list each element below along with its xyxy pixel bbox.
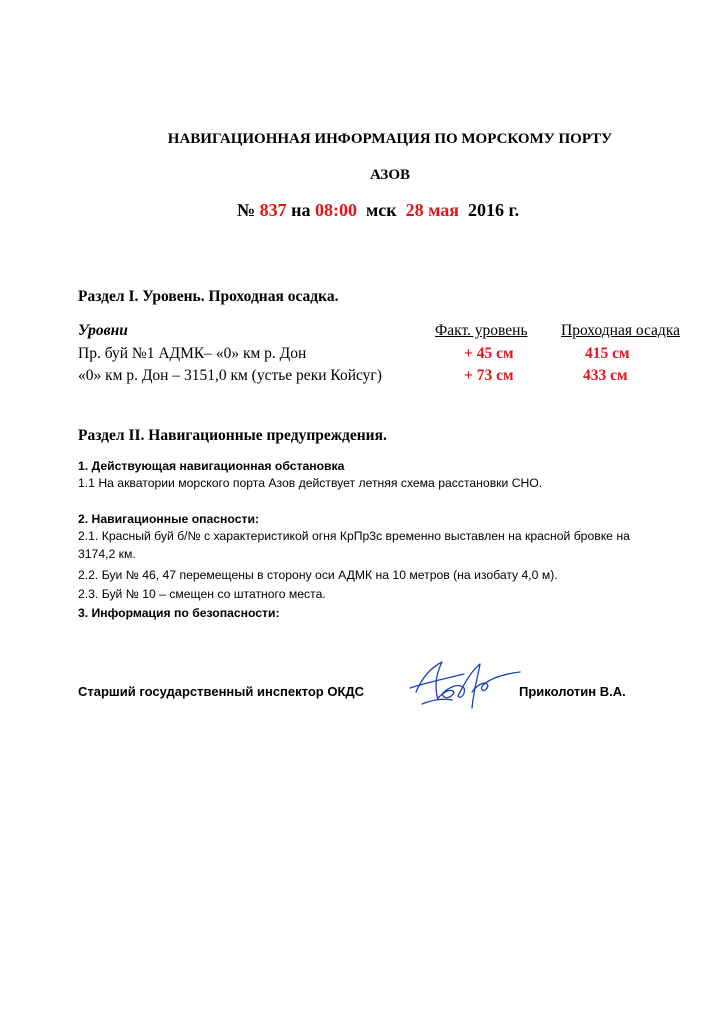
bulletin-date: 28 мая <box>405 200 459 220</box>
subsection1-title: 1. Действующая навигационная обстановка <box>78 459 345 473</box>
handwritten-signature <box>408 648 528 718</box>
at-word: на <box>291 200 311 220</box>
signer-position: Старший государственный инспектор ОКДС <box>78 684 365 699</box>
bulletin-number-line <box>237 200 519 221</box>
number-prefix: № <box>237 200 256 220</box>
row2-level: + 73 см <box>464 367 514 384</box>
subsection2-title: 2. Навигационные опасности: <box>78 512 259 526</box>
signer-name: Приколотин В.А. <box>519 684 626 699</box>
section1-heading: Раздел I. Уровень. Проходная осадка. <box>78 288 339 305</box>
bulletin-year: 2016 г. <box>467 200 520 220</box>
section2-heading: Раздел II. Навигационные предупреждения. <box>78 427 387 444</box>
subsection2-line: 3174,2 км. <box>78 547 136 561</box>
col-actual-level-header: Факт. уровень <box>435 322 528 339</box>
timezone: мск <box>365 200 397 220</box>
subsection2-line: 2.3. Буй № 10 – смещен со штатного места. <box>78 587 326 601</box>
row2-name: «0» км р. Дон – 3151,0 км (устье реки Койсуг) <box>78 367 382 384</box>
row2-draft: 433 см <box>583 367 628 384</box>
subsection1-line: 1.1 На акватории морского порта Азов действует летняя схема расстановки СНО. <box>78 476 543 490</box>
row1-name: Пр. буй №1 АДМК– «0» км р. Дон <box>78 345 307 362</box>
subsection2-line: 2.1. Красный буй б/№ с характеристикой огня КрПр3с временно выставлен на красной бровке на <box>78 529 630 543</box>
bulletin-number: 837 <box>259 200 287 220</box>
row1-draft: 415 см <box>585 345 630 362</box>
bulletin-time: 08:00 <box>314 200 357 220</box>
col-levels-header: Уровни <box>78 322 128 339</box>
col-passage-draft-header: Проходная осадка <box>561 322 680 339</box>
subsection3-title: 3. Информация по безопасности: <box>78 606 280 620</box>
row1-level: + 45 см <box>464 345 514 362</box>
document-title: НАВИГАЦИОННАЯ ИНФОРМАЦИЯ ПО МОРСКОМУ ПОРТУ <box>167 131 613 147</box>
subsection2-line: 2.2. Буи № 46, 47 перемещены в сторону оси АДМК на 10 метров (на изобату 4,0 м). <box>78 568 558 582</box>
port-name: АЗОВ <box>369 167 411 183</box>
